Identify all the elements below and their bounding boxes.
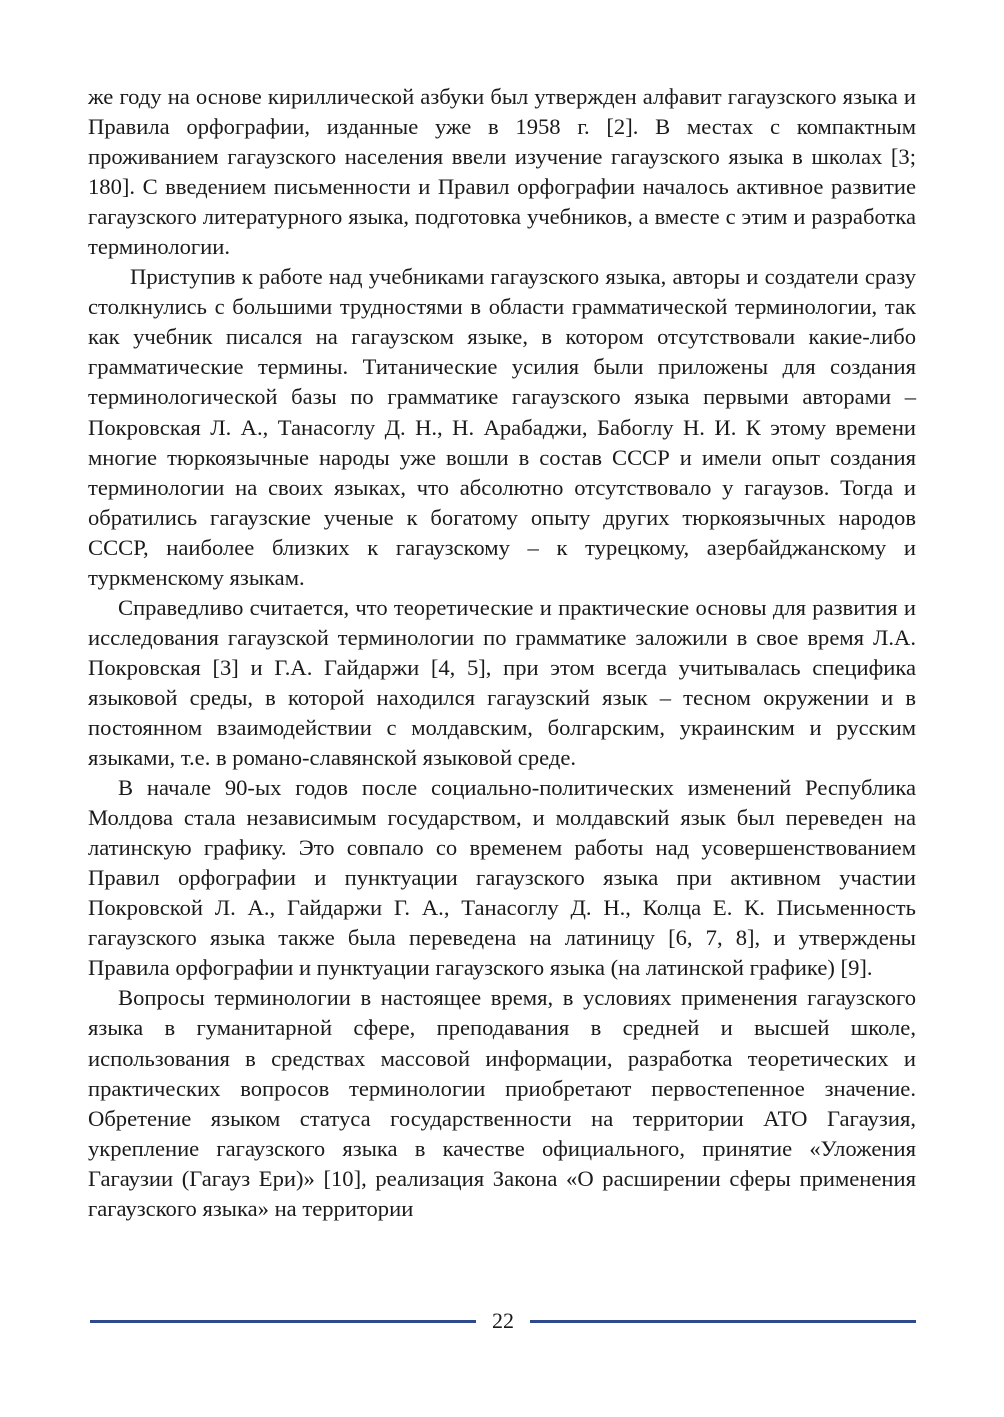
- paragraph-3: Справедливо считается, что теоретические и практические основы для развития и исследования гагаузской терминологии по грамматике заложили в свое время Л.А. Покровская [3] и Г.А. Гайдаржи [4, 5], при этом всегда учитывалась специфика языковой среды, в которой находился гагаузский язык – тесном окружении и в постоянном взаимодействии с молдавским, болгарским, украинским и русским языками, т.е. в романо-славянской языковой среде.: [88, 594, 916, 771]
- footer-rule-left: [90, 1320, 476, 1323]
- paragraph-4: В начале 90-ых годов после социально-политических изменений Республика Молдова стала независимым государством, и молдавский язык был переведен на латинскую графику. Это совпало со временем работы над усовершенствованием Правил орфографии и пунктуации гагаузского языка при активном участии Покровской Л. А., Гайдаржи Г. А., Танасоглу Д. Н., Колца Е. К. Письменность гагаузского языка также была переведена на латиницу [6, 7, 8], и утверждены Правила орфографии и пунктуации гагаузского языка (на латинской графике) [9].: [88, 775, 916, 981]
- page-body: [88, 82, 916, 1224]
- paragraph-2: Приступив к работе над учебниками гагаузского языка, авторы и создатели сразу столкнулись с большими трудностями в области грамматической терминологии, так как учебник писался на гагаузском языке, в котором отсутствовали какие-либо грамматические термины. Титанические усилия были приложены для создания терминологической базы по грамматике гагаузского языка первыми авторами – Покровская Л. А., Танасоглу Д. Н., Н. Арабаджи, Бабоглу Н. И. К этому времени многие тюркоязычные народы уже вошли в состав СССР и имели опыт создания терминологии на своих языках, что абсолютно отсутствовало у гагаузов. Тогда и обратились гагаузские ученые к богатому опыту других тюркоязычных народов СССР, наиболее близких к гагаузскому – к турецкому, азербайджанскому и туркменскому языкам.: [88, 264, 916, 590]
- page-number: 22: [492, 1308, 514, 1333]
- page-footer: [90, 1305, 916, 1339]
- paragraph-1: же году на основе кириллической азбуки был утвержден алфавит гагаузского языка и Правила орфографии, изданные уже в 1958 г. [2]. В местах с компактным проживанием гагаузского населения ввели изучение гагаузского языка в школах [3; 180]. С введением письменности и Правил орфографии началось активное развитие гагаузского литературного языка, подготовка учебников, а вместе с этим и разработка терминологии.: [88, 84, 916, 260]
- paragraph-5: Вопросы терминологии в настоящее время, в условиях применения гагаузского языка в гуманитарной сфере, преподавания в средней и высшей школе, использования в средствах массовой информации, разработка теоретических и практических вопросов терминологии приобретают первостепенное значение. Обретение языком статуса государственности на территории АТО Гагаузия, укрепление гагаузского языка в качестве официального, принятие «Уложения Гагаузии (Гагауз Ери)» [10], реализация Закона «О расширении сферы применения гагаузского языка» на территории: [88, 985, 916, 1221]
- footer-rule-right: [530, 1320, 916, 1323]
